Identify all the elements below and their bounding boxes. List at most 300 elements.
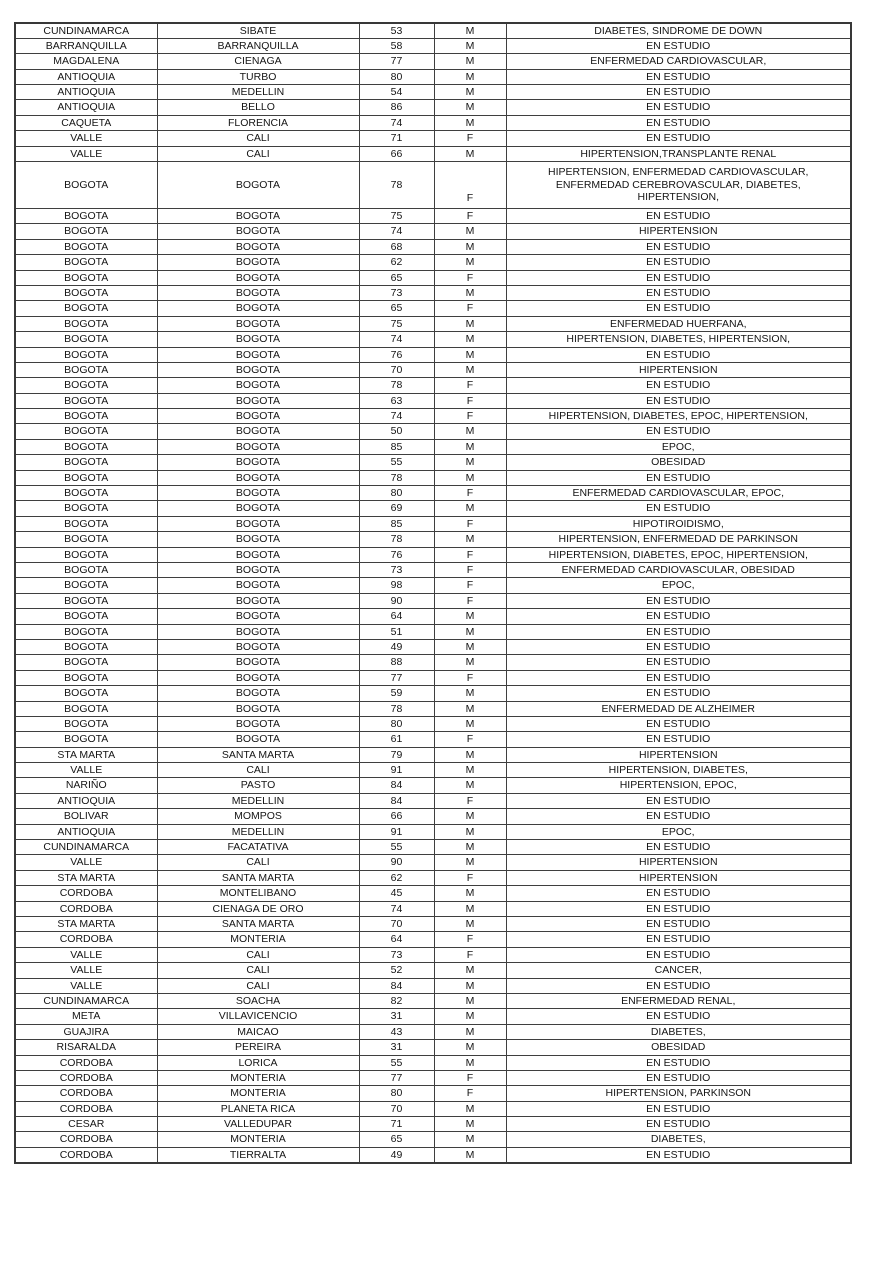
cell-condition: EN ESTUDIO <box>506 609 851 624</box>
cell-condition: HIPERTENSION, DIABETES, EPOC, HIPERTENSION, <box>506 409 851 424</box>
cell-sex: M <box>434 54 506 69</box>
cell-sex: M <box>434 501 506 516</box>
cell-department: BOGOTA <box>15 655 157 670</box>
cell-condition: EN ESTUDIO <box>506 209 851 224</box>
cell-sex: M <box>434 1101 506 1116</box>
table-row <box>15 332 851 347</box>
cell-city: BOGOTA <box>157 578 359 593</box>
cell-sex: M <box>434 347 506 362</box>
cell-department: BOGOTA <box>15 670 157 685</box>
cell-sex: M <box>434 285 506 300</box>
cell-sex: M <box>434 993 506 1008</box>
cell-department: BOLIVAR <box>15 809 157 824</box>
cell-city: SIBATE <box>157 23 359 38</box>
cell-condition: EN ESTUDIO <box>506 501 851 516</box>
table-row <box>15 393 851 408</box>
cell-age: 55 <box>359 1055 434 1070</box>
cell-department: ANTIOQUIA <box>15 69 157 84</box>
table-row <box>15 655 851 670</box>
cell-condition: HIPERTENSION, DIABETES, HIPERTENSION, <box>506 332 851 347</box>
cell-sex: M <box>434 655 506 670</box>
cell-age: 75 <box>359 316 434 331</box>
cell-department: CORDOBA <box>15 901 157 916</box>
cell-city: BOGOTA <box>157 362 359 377</box>
cell-department: CUNDINAMARCA <box>15 993 157 1008</box>
cell-age: 91 <box>359 824 434 839</box>
cell-condition: EN ESTUDIO <box>506 593 851 608</box>
cell-department: ANTIOQUIA <box>15 824 157 839</box>
table-row <box>15 255 851 270</box>
cell-department: CORDOBA <box>15 1086 157 1101</box>
cell-sex: M <box>434 978 506 993</box>
cell-city: BOGOTA <box>157 516 359 531</box>
cell-condition: EN ESTUDIO <box>506 301 851 316</box>
table-row <box>15 1132 851 1147</box>
cell-city: MONTERIA <box>157 1086 359 1101</box>
cell-condition: EN ESTUDIO <box>506 916 851 931</box>
cell-age: 74 <box>359 332 434 347</box>
table-row <box>15 824 851 839</box>
cell-city: BOGOTA <box>157 239 359 254</box>
cell-condition: EN ESTUDIO <box>506 1117 851 1132</box>
cell-age: 77 <box>359 670 434 685</box>
table-row <box>15 239 851 254</box>
cell-age: 64 <box>359 932 434 947</box>
cell-condition: EN ESTUDIO <box>506 655 851 670</box>
cell-sex: F <box>434 670 506 685</box>
cell-city: LORICA <box>157 1055 359 1070</box>
cell-condition: EN ESTUDIO <box>506 624 851 639</box>
cell-condition: HIPERTENSION <box>506 855 851 870</box>
cell-age: 85 <box>359 516 434 531</box>
cell-age: 55 <box>359 455 434 470</box>
table-row <box>15 809 851 824</box>
cell-age: 80 <box>359 69 434 84</box>
cell-age: 77 <box>359 54 434 69</box>
cell-sex: M <box>434 100 506 115</box>
cell-age: 79 <box>359 747 434 762</box>
cell-age: 70 <box>359 362 434 377</box>
table-row <box>15 501 851 516</box>
cell-department: BOGOTA <box>15 547 157 562</box>
cell-sex: M <box>434 886 506 901</box>
cell-city: BELLO <box>157 100 359 115</box>
cell-condition: EN ESTUDIO <box>506 1070 851 1085</box>
cell-condition: EPOC, <box>506 824 851 839</box>
table-row <box>15 901 851 916</box>
cell-city: BARRANQUILLA <box>157 38 359 53</box>
cell-city: BOGOTA <box>157 255 359 270</box>
cell-age: 62 <box>359 255 434 270</box>
cell-sex: M <box>434 23 506 38</box>
cell-department: BOGOTA <box>15 563 157 578</box>
cell-sex: F <box>434 932 506 947</box>
cell-age: 78 <box>359 470 434 485</box>
table-row <box>15 793 851 808</box>
cell-condition: HIPERTENSION <box>506 870 851 885</box>
cell-city: CALI <box>157 947 359 962</box>
cell-condition: ENFERMEDAD CARDIOVASCULAR, EPOC, <box>506 486 851 501</box>
cell-department: BOGOTA <box>15 270 157 285</box>
cell-department: MAGDALENA <box>15 54 157 69</box>
cell-city: BOGOTA <box>157 316 359 331</box>
table-row <box>15 993 851 1008</box>
table-row <box>15 1009 851 1024</box>
cell-age: 49 <box>359 639 434 654</box>
cell-city: FLORENCIA <box>157 115 359 130</box>
cell-age: 66 <box>359 146 434 161</box>
cell-age: 76 <box>359 347 434 362</box>
cell-sex: M <box>434 470 506 485</box>
table-row <box>15 978 851 993</box>
cell-age: 74 <box>359 224 434 239</box>
cell-sex: M <box>434 809 506 824</box>
table-row <box>15 316 851 331</box>
table-row <box>15 1040 851 1055</box>
table-row <box>15 270 851 285</box>
cell-condition: EN ESTUDIO <box>506 932 851 947</box>
cell-sex: M <box>434 1147 506 1162</box>
cell-department: BOGOTA <box>15 501 157 516</box>
cell-age: 74 <box>359 115 434 130</box>
cell-sex: F <box>434 1070 506 1085</box>
cell-age: 64 <box>359 609 434 624</box>
cell-city: BOGOTA <box>157 301 359 316</box>
cell-department: STA MARTA <box>15 870 157 885</box>
cell-sex: M <box>434 255 506 270</box>
cell-condition: EN ESTUDIO <box>506 270 851 285</box>
cell-city: BOGOTA <box>157 455 359 470</box>
cell-condition: EN ESTUDIO <box>506 901 851 916</box>
cell-age: 77 <box>359 1070 434 1085</box>
table-row <box>15 69 851 84</box>
table-row <box>15 593 851 608</box>
cell-condition: EPOC, <box>506 439 851 454</box>
table-row <box>15 547 851 562</box>
cell-sex: M <box>434 1132 506 1147</box>
cell-condition: OBESIDAD <box>506 1040 851 1055</box>
cell-condition: DIABETES, <box>506 1024 851 1039</box>
cell-sex: M <box>434 701 506 716</box>
table-row <box>15 516 851 531</box>
cell-age: 86 <box>359 100 434 115</box>
cell-sex: M <box>434 624 506 639</box>
cell-age: 53 <box>359 23 434 38</box>
cell-sex: F <box>434 131 506 146</box>
cell-age: 76 <box>359 547 434 562</box>
cell-age: 74 <box>359 409 434 424</box>
table-row <box>15 670 851 685</box>
cell-sex: F <box>434 793 506 808</box>
cell-condition: CANCER, <box>506 963 851 978</box>
cell-age: 75 <box>359 209 434 224</box>
table-row <box>15 38 851 53</box>
cell-condition: HIPOTIROIDISMO, <box>506 516 851 531</box>
cell-condition: EN ESTUDIO <box>506 947 851 962</box>
cell-department: CUNDINAMARCA <box>15 23 157 38</box>
cell-sex: M <box>434 1117 506 1132</box>
cell-condition: ENFERMEDAD HUERFANA, <box>506 316 851 331</box>
table-row <box>15 85 851 100</box>
cell-department: BOGOTA <box>15 393 157 408</box>
cell-department: BOGOTA <box>15 578 157 593</box>
cell-condition: DIABETES, SINDROME DE DOWN <box>506 23 851 38</box>
cell-department: BOGOTA <box>15 316 157 331</box>
cell-age: 78 <box>359 532 434 547</box>
cell-age: 91 <box>359 763 434 778</box>
cell-sex: F <box>434 270 506 285</box>
cell-age: 78 <box>359 378 434 393</box>
cell-condition: EN ESTUDIO <box>506 1147 851 1162</box>
cell-department: CORDOBA <box>15 1132 157 1147</box>
table-row <box>15 347 851 362</box>
table-row <box>15 409 851 424</box>
cell-city: PLANETA RICA <box>157 1101 359 1116</box>
table-row <box>15 486 851 501</box>
cell-department: GUAJIRA <box>15 1024 157 1039</box>
cell-sex: M <box>434 963 506 978</box>
table-row <box>15 378 851 393</box>
table-row <box>15 100 851 115</box>
cell-department: BOGOTA <box>15 701 157 716</box>
table-row <box>15 1055 851 1070</box>
cell-age: 70 <box>359 916 434 931</box>
table-row <box>15 916 851 931</box>
cell-sex: M <box>434 609 506 624</box>
table-row <box>15 747 851 762</box>
cell-sex: M <box>434 532 506 547</box>
table-row <box>15 609 851 624</box>
cell-age: 61 <box>359 732 434 747</box>
cell-age: 31 <box>359 1009 434 1024</box>
cell-condition: EN ESTUDIO <box>506 886 851 901</box>
cell-department: CAQUETA <box>15 115 157 130</box>
cell-department: CUNDINAMARCA <box>15 840 157 855</box>
cell-department: VALLE <box>15 947 157 962</box>
cell-age: 51 <box>359 624 434 639</box>
cell-condition: EN ESTUDIO <box>506 69 851 84</box>
cell-city: FACATATIVA <box>157 840 359 855</box>
table-row <box>15 470 851 485</box>
cell-condition: HIPERTENSION, DIABETES, EPOC, HIPERTENSION, <box>506 547 851 562</box>
cell-city: BOGOTA <box>157 378 359 393</box>
table-row <box>15 624 851 639</box>
cell-city: BOGOTA <box>157 285 359 300</box>
cell-age: 90 <box>359 855 434 870</box>
cell-city: PEREIRA <box>157 1040 359 1055</box>
cell-city: BOGOTA <box>157 655 359 670</box>
cell-department: CORDOBA <box>15 886 157 901</box>
cell-age: 73 <box>359 947 434 962</box>
cell-condition: ENFERMEDAD CARDIOVASCULAR, <box>506 54 851 69</box>
cell-condition: EN ESTUDIO <box>506 285 851 300</box>
table-row <box>15 162 851 209</box>
cell-department: VALLE <box>15 963 157 978</box>
cell-sex: M <box>434 455 506 470</box>
cell-condition: EPOC, <box>506 578 851 593</box>
cell-city: SANTA MARTA <box>157 870 359 885</box>
cell-sex: M <box>434 686 506 701</box>
cell-city: BOGOTA <box>157 547 359 562</box>
cell-condition: EN ESTUDIO <box>506 670 851 685</box>
cell-department: VALLE <box>15 978 157 993</box>
table-row <box>15 870 851 885</box>
cell-city: BOGOTA <box>157 424 359 439</box>
cell-department: CORDOBA <box>15 1070 157 1085</box>
cell-condition: HIPERTENSION,TRANSPLANTE RENAL <box>506 146 851 161</box>
cell-condition: EN ESTUDIO <box>506 115 851 130</box>
cell-department: ANTIOQUIA <box>15 85 157 100</box>
table-row <box>15 224 851 239</box>
cell-sex: F <box>434 563 506 578</box>
cell-department: CESAR <box>15 1117 157 1132</box>
table-row <box>15 947 851 962</box>
table-row <box>15 362 851 377</box>
cell-age: 80 <box>359 486 434 501</box>
cell-sex: F <box>434 409 506 424</box>
cell-department: BARRANQUILLA <box>15 38 157 53</box>
cell-city: BOGOTA <box>157 162 359 209</box>
cell-city: PASTO <box>157 778 359 793</box>
table-row <box>15 1117 851 1132</box>
cell-condition: HIPERTENSION, PARKINSON <box>506 1086 851 1101</box>
table-row <box>15 209 851 224</box>
table-row <box>15 115 851 130</box>
cell-department: BOGOTA <box>15 609 157 624</box>
cell-sex: F <box>434 1086 506 1101</box>
cell-condition: HIPERTENSION, EPOC, <box>506 778 851 793</box>
cell-age: 50 <box>359 424 434 439</box>
cell-sex: M <box>434 424 506 439</box>
cell-city: MEDELLIN <box>157 824 359 839</box>
cell-department: CORDOBA <box>15 1147 157 1162</box>
cell-city: BOGOTA <box>157 224 359 239</box>
cell-condition: EN ESTUDIO <box>506 347 851 362</box>
cell-age: 84 <box>359 778 434 793</box>
cell-city: BOGOTA <box>157 486 359 501</box>
cell-condition: EN ESTUDIO <box>506 840 851 855</box>
cell-condition: EN ESTUDIO <box>506 393 851 408</box>
table-row <box>15 778 851 793</box>
cell-city: BOGOTA <box>157 209 359 224</box>
table-row <box>15 532 851 547</box>
table-row <box>15 23 851 38</box>
cell-department: VALLE <box>15 763 157 778</box>
cell-department: BOGOTA <box>15 239 157 254</box>
cell-city: BOGOTA <box>157 439 359 454</box>
table-row <box>15 932 851 947</box>
cell-department: BOGOTA <box>15 332 157 347</box>
cell-age: 82 <box>359 993 434 1008</box>
cell-sex: M <box>434 1009 506 1024</box>
cell-sex: M <box>434 332 506 347</box>
cell-condition: HIPERTENSION, ENFERMEDAD CARDIOVASCULAR, ENFERMEDAD CEREBROVASCULAR, DIABETES, HIPERTENSION, <box>506 162 851 209</box>
cell-age: 88 <box>359 655 434 670</box>
cell-age: 54 <box>359 85 434 100</box>
cell-age: 71 <box>359 131 434 146</box>
cell-sex: M <box>434 439 506 454</box>
table-row <box>15 54 851 69</box>
cell-department: BOGOTA <box>15 301 157 316</box>
cell-city: BOGOTA <box>157 593 359 608</box>
table-row <box>15 716 851 731</box>
cell-city: SANTA MARTA <box>157 747 359 762</box>
cell-condition: EN ESTUDIO <box>506 809 851 824</box>
cell-sex: M <box>434 69 506 84</box>
cell-age: 69 <box>359 501 434 516</box>
cell-city: BOGOTA <box>157 347 359 362</box>
cell-department: BOGOTA <box>15 424 157 439</box>
cell-department: BOGOTA <box>15 209 157 224</box>
table-row <box>15 840 851 855</box>
cell-city: BOGOTA <box>157 670 359 685</box>
table-row <box>15 701 851 716</box>
cell-department: CORDOBA <box>15 932 157 947</box>
cell-age: 73 <box>359 285 434 300</box>
cell-department: RISARALDA <box>15 1040 157 1055</box>
table-row <box>15 763 851 778</box>
cell-department: BOGOTA <box>15 439 157 454</box>
cell-sex: F <box>434 378 506 393</box>
cell-city: BOGOTA <box>157 563 359 578</box>
cell-city: BOGOTA <box>157 393 359 408</box>
cell-age: 84 <box>359 978 434 993</box>
cell-age: 65 <box>359 301 434 316</box>
cell-city: MAICAO <box>157 1024 359 1039</box>
cell-age: 65 <box>359 270 434 285</box>
cell-condition: EN ESTUDIO <box>506 470 851 485</box>
cell-age: 74 <box>359 901 434 916</box>
table-body <box>15 23 851 1163</box>
cell-sex: M <box>434 362 506 377</box>
cell-condition: EN ESTUDIO <box>506 255 851 270</box>
table-row <box>15 285 851 300</box>
cell-condition: EN ESTUDIO <box>506 424 851 439</box>
cell-city: CALI <box>157 978 359 993</box>
table-row <box>15 424 851 439</box>
cell-city: MONTELIBANO <box>157 886 359 901</box>
cell-sex: M <box>434 747 506 762</box>
patients-table <box>14 22 852 1164</box>
cell-sex: F <box>434 516 506 531</box>
cell-sex: M <box>434 85 506 100</box>
cell-sex: M <box>434 855 506 870</box>
cell-city: MONTERIA <box>157 932 359 947</box>
cell-sex: M <box>434 716 506 731</box>
cell-department: BOGOTA <box>15 716 157 731</box>
cell-department: BOGOTA <box>15 378 157 393</box>
cell-age: 78 <box>359 701 434 716</box>
cell-city: BOGOTA <box>157 532 359 547</box>
cell-age: 84 <box>359 793 434 808</box>
cell-age: 80 <box>359 716 434 731</box>
table-row <box>15 732 851 747</box>
cell-sex: F <box>434 732 506 747</box>
cell-condition: EN ESTUDIO <box>506 378 851 393</box>
cell-sex: F <box>434 947 506 962</box>
cell-city: CIENAGA DE ORO <box>157 901 359 916</box>
cell-sex: F <box>434 870 506 885</box>
cell-sex: F <box>434 486 506 501</box>
cell-city: CALI <box>157 131 359 146</box>
cell-age: 58 <box>359 38 434 53</box>
cell-city: BOGOTA <box>157 716 359 731</box>
cell-city: TURBO <box>157 69 359 84</box>
cell-department: STA MARTA <box>15 747 157 762</box>
cell-age: 49 <box>359 1147 434 1162</box>
cell-age: 45 <box>359 886 434 901</box>
cell-department: STA MARTA <box>15 916 157 931</box>
